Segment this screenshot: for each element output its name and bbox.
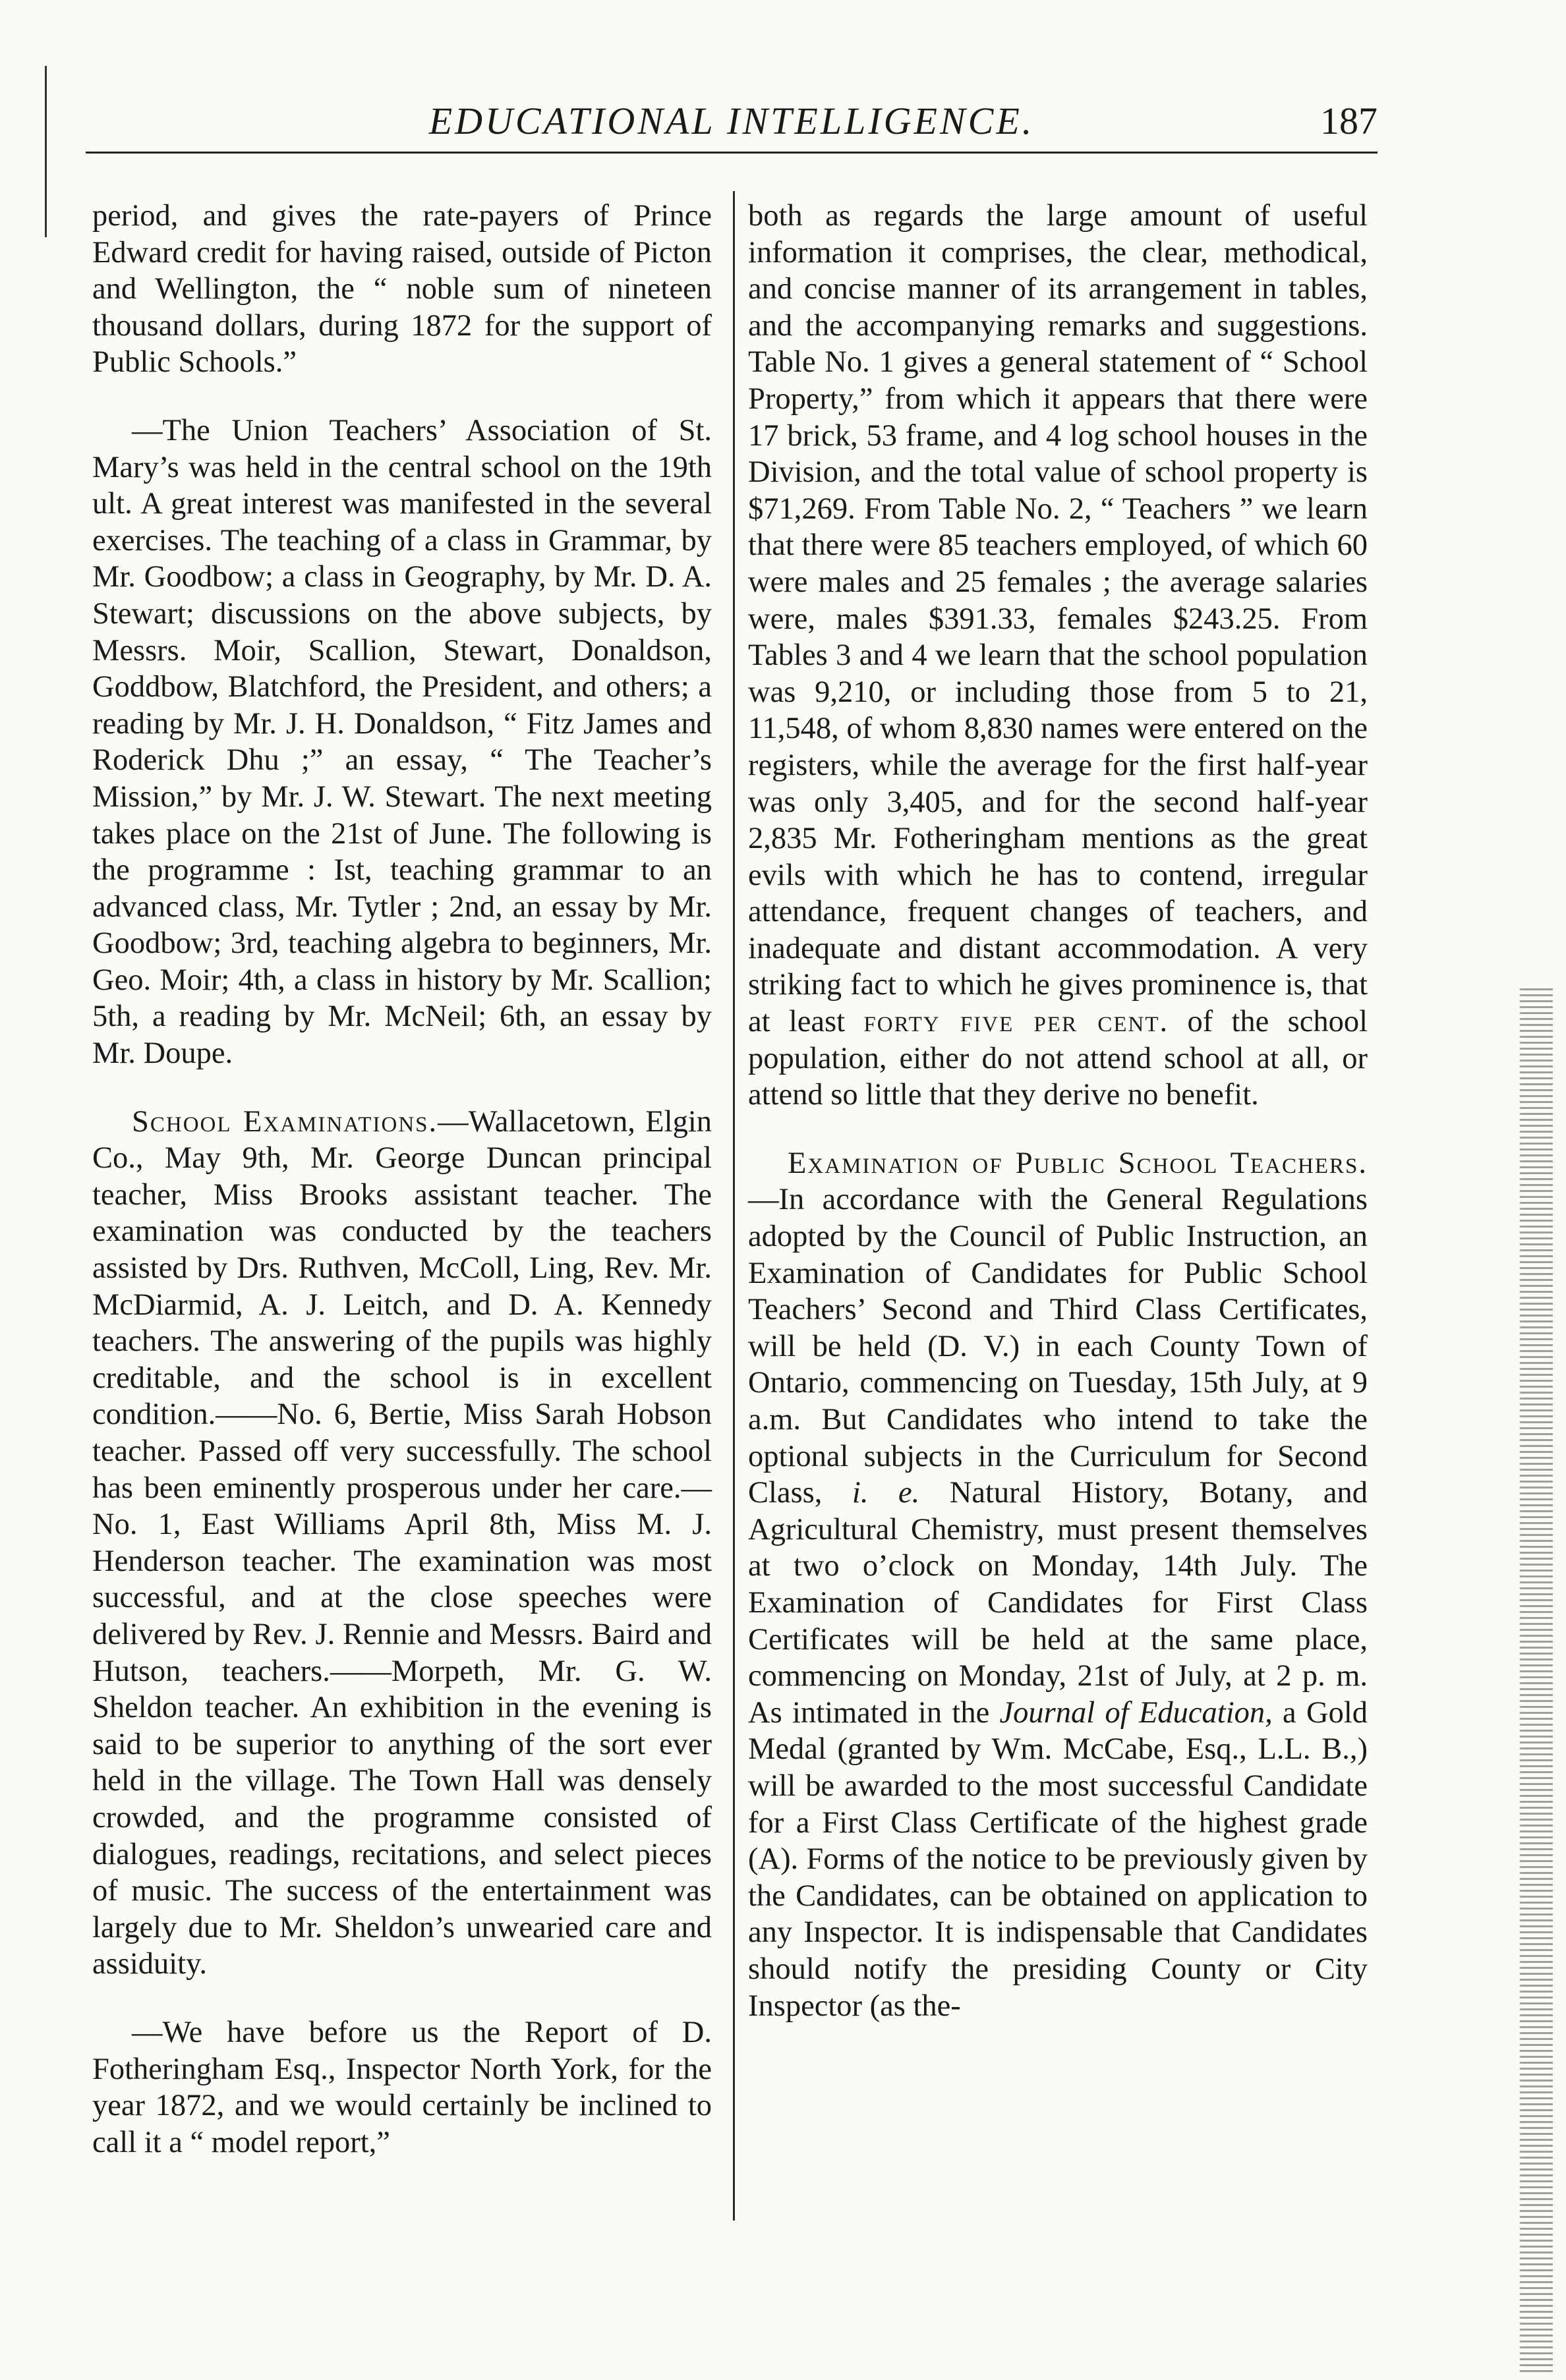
journal-title: Journal of Education, [999,1695,1273,1730]
emphasis-text: forty five per cent. [863,1005,1169,1039]
paragraph: —We have before us the Report of D. Fotheringham Esq., Inspector North York, for the year 1872, and we would certainly be inclined to call it a “ model report,” [92,2015,712,2159]
page-header [86,92,1378,154]
margin-rule [45,66,47,237]
left-column [92,198,712,2192]
paragraph [748,198,1368,1114]
italic-text: i. e. [852,1476,920,1510]
right-column [748,198,1368,2056]
page-number: 187 [1320,99,1378,142]
paragraph [748,1145,1368,2024]
paragraph-text: —In accordance with the General Regulations adopted by the Council of Public Instruction, an Examination of Candidates for Public School Teachers’ Second and Third Class Certificates, will be held (D. V.) in each County Town of Ontario, commencing on Tuesday, 15th July, at 9 a.m. But Candidates who intend to take the optional subjects in the Curriculum for Second Class, [748,1183,1368,1510]
paragraph: —The Union Teachers’ Association of St. Mary’s was held in the central school on the 19th ult. A great interest was manifested in the several exercises. The teaching of a class in Grammar, by Mr. Goodbow; a class in Geography, by Mr. D. A. Stewart; discussions on the above subjects, by Messrs. Moir, Scallion, Stewart, Donaldson, Goddbow, Blatchford, the President, and others; a reading by Mr. J. H. Donaldson, “ Fitz James and Roderick Dhu ;” an essay, “ The Teacher’s Mission,” by Mr. J. W. Stewart. The next meeting takes place on the 21st of June. The following is the programme : Ist, teaching grammar to an advanced class, Mr. Tytler ; 2nd, an essay by Mr. Goodbow; 3rd, teaching algebra to beginners, Mr. Geo. Moir; 4th, a class in history by Mr. Scallion; 5th, a reading by Mr. McNeil; 6th, an essay by Mr. Doupe. [92,413,712,1071]
section-heading: Examination of Public School Teachers. [788,1146,1368,1180]
paragraph-text: a Gold Medal (granted by Wm. McCabe, Esq., L.L. B.,) will be awarded to the most successful Candidate for a First Class Certificate of the highest grade (A). Forms of the notice to be previously given by the Candidates, can be obtained on application to any Inspector. It is indispensable that Candidates should notify the presiding County or City Inspector (as the- [748,1695,1368,2023]
column-rule [733,191,735,2221]
paragraph: period, and gives the rate-payers of Prince Edward credit for having raised, outside of Picton and Wellington, the “ noble sum of nineteen thousand dollars, during 1872 for the support of Public Schools.” [92,199,712,380]
paragraph [92,1104,712,1983]
paragraph-text: of the school population, either do not attend school at all, or attend so little that they derive no benefit. [748,1005,1368,1112]
running-title: EDUCATIONAL INTELLIGENCE. [428,99,1035,142]
paragraph-text: Natural History, Botany, and Agricultural Chemistry, must present themselves at two o’clock on Monday, 14th July. The Examination of Candidates for First Class Certificates will be held at the same place, commencing on Monday, 21st of July, at 2 p. m. As intimated in the [748,1476,1368,1730]
scan-edge-noise [1520,988,1553,2372]
paragraph-text: —Wallacetown, Elgin Co., May 9th, Mr. George Duncan principal teacher, Miss Brooks assistant teacher. The examination was conducted by the teachers assisted by Drs. Ruthven, McColl, Ling, Rev. Mr. McDiarmid, A. J. Leitch, and D. A. Kennedy teachers. The answering of the pupils was highly creditable, and the school is in excellent condition.——No. 6, Bertie, Miss Sarah Hobson teacher. Passed off very successfully. The school has been eminently prosperous under her care.—No. 1, East Williams April 8th, Miss M. J. Henderson teacher. The examination was most successful, and at the close speeches were delivered by Rev. J. Rennie and Messrs. Baird and Hutson, teachers.——Morpeth, Mr. G. W. Sheldon teacher. An exhibition in the evening is said to be superior to anything of the sort ever held in the village. The Town Hall was densely crowded, and the programme consisted of dialogues, readings, recitations, and select pieces of music. The success of the entertainment was largely due to Mr. Sheldon’s unwearied care and assiduity. [92,1104,712,1981]
paragraph-text: both as regards the large amount of useful information it comprises, the clear, methodical, and concise manner of its arrangement in tables, and the accompanying remarks and suggestions. Table No. 1 gives a general statement of “ School Property,” from which it appears that there were 17 brick, 53 frame, and 4 log school houses in the Division, and the total value of school property is $71,269. From Table No. 2, “ Teachers ” we learn that there were 85 teachers employed, of which 60 were males and 25 females ; the average salaries were, males $391.33, females $243.25. From Tables 3 and 4 we learn that the school population was 9,210, or including those from 5 to 21, 11,548, of whom 8,830 names were entered on the registers, while the average for the first half-year was only 3,405, and for the second half-year 2,835 Mr. Fotheringham mentions as the great evils with which he has to contend, irregular attendance, frequent changes of teachers, and inadequate and distant accommodation. A very striking fact to which he gives prominence is, that at least [748,199,1368,1039]
section-heading: School Examinations. [132,1104,438,1139]
